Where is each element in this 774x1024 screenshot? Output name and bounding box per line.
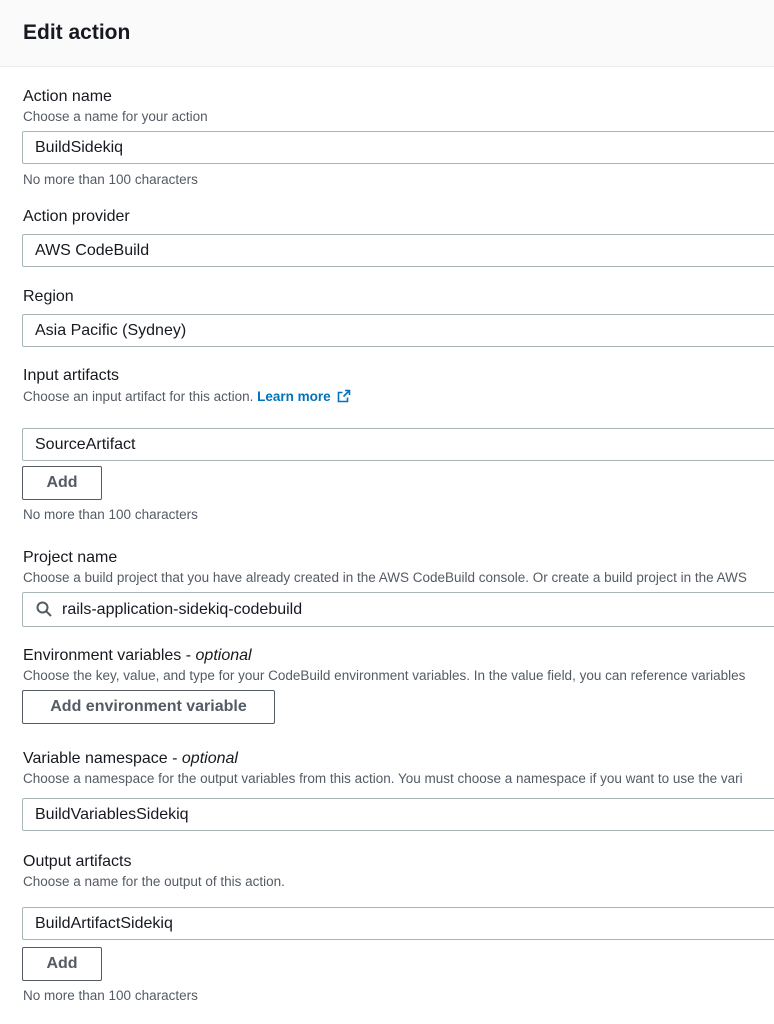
action-name-description: Choose a name for your action (23, 109, 208, 124)
project-name-description: Choose a build project that you have already created in the AWS CodeBuild console. Or create a build project in the AWS (23, 570, 747, 585)
page-title: Edit action (23, 21, 131, 44)
region-select[interactable] (22, 314, 774, 347)
action-provider-select[interactable] (22, 234, 774, 267)
add-input-artifact-button[interactable]: Add (22, 466, 102, 500)
region-label: Region (23, 288, 74, 305)
action-provider-label: Action provider (23, 208, 130, 225)
add-environment-variable-button[interactable]: Add environment variable (22, 690, 275, 724)
input-artifacts-label: Input artifacts (23, 367, 120, 384)
page-header (0, 0, 774, 67)
search-icon (36, 601, 52, 617)
project-name-search-input[interactable] (22, 592, 774, 627)
input-artifact-select[interactable] (22, 428, 774, 461)
environment-variables-description: Choose the key, value, and type for your CodeBuild environment variables. In the value field, you can reference variables (23, 668, 746, 683)
variable-namespace-value: BuildVariablesSidekiq (35, 806, 189, 823)
project-name-value: rails-application-sidekiq-codebuild (62, 601, 303, 618)
variable-namespace-optional: optional (181, 750, 238, 767)
variable-namespace-label (23, 749, 238, 769)
input-artifacts-description-text: Choose an input artifact for this action. (23, 389, 254, 404)
output-artifacts-description: Choose a name for the output of this action. (23, 874, 285, 889)
environment-variables-optional: optional (195, 647, 252, 664)
output-artifacts-constraint: No more than 100 characters (23, 988, 198, 1003)
project-name-label: Project name (23, 549, 118, 566)
variable-namespace-input[interactable] (22, 798, 774, 831)
variable-namespace-description: Choose a namespace for the output variables from this action. You must choose a namespace if you want to use the vari (23, 771, 743, 786)
environment-variables-label (23, 646, 252, 666)
environment-variables-label-text: Environment variables - (23, 647, 196, 664)
input-artifact-value: SourceArtifact (35, 436, 136, 453)
output-artifact-input[interactable] (22, 907, 774, 940)
action-name-value: BuildSidekiq (35, 139, 124, 156)
variable-namespace-label-text: Variable namespace - (23, 750, 182, 767)
external-link-icon (337, 389, 351, 403)
learn-more-link[interactable] (257, 389, 351, 404)
region-value: Asia Pacific (Sydney) (35, 322, 187, 339)
action-name-label: Action name (23, 88, 112, 105)
learn-more-label: Learn more (257, 389, 331, 404)
add-output-artifact-button[interactable]: Add (22, 947, 102, 981)
action-name-input[interactable] (22, 131, 774, 164)
input-artifacts-constraint: No more than 100 characters (23, 507, 198, 522)
output-artifact-value: BuildArtifactSidekiq (35, 915, 173, 932)
action-name-constraint: No more than 100 characters (23, 172, 198, 187)
action-provider-value: AWS CodeBuild (35, 242, 150, 259)
input-artifacts-description (23, 388, 351, 406)
output-artifacts-label: Output artifacts (23, 853, 132, 870)
